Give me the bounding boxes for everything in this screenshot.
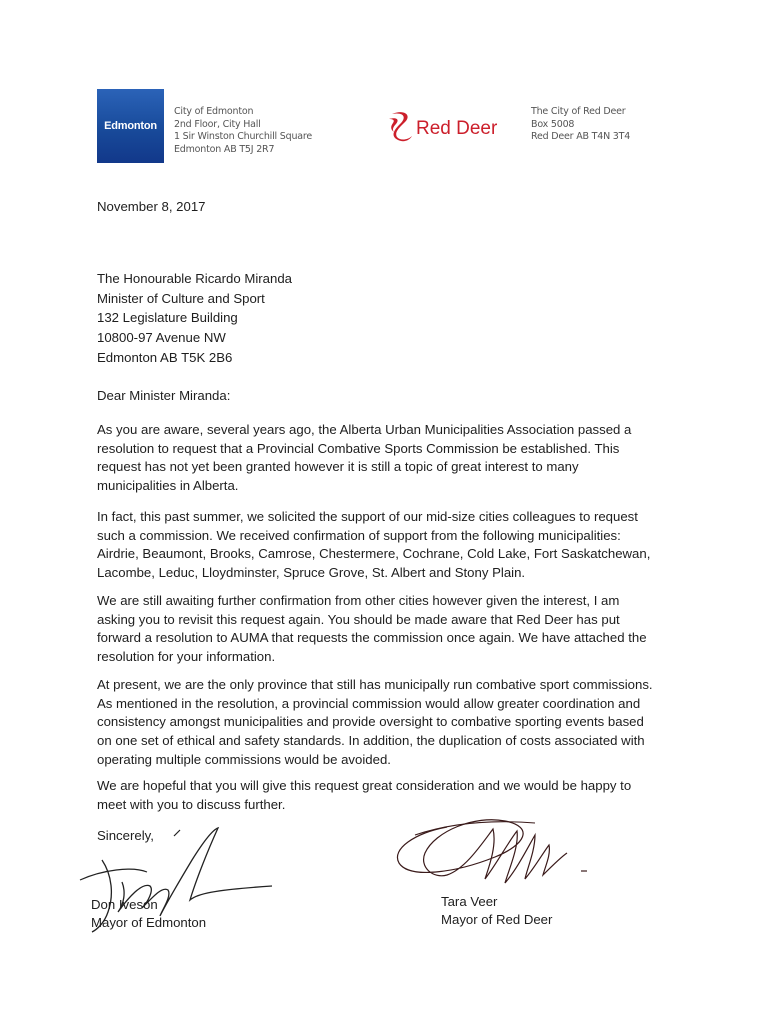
signer-edmonton [91,896,206,932]
edmonton-logo [97,89,164,163]
edmonton-address-line: 1 Sir Winston Churchill Square [174,131,313,143]
paragraph-line: As you are aware, several years ago, the Alberta Urban Municipalities Association passed a [97,422,632,437]
body-paragraph [97,508,667,583]
paragraph-line: request has not yet been granted however it is still a topic of great interest to many [97,459,579,475]
paragraph-line: operating multiple commissions would be avoided. [97,751,391,767]
recipient-block [97,269,292,367]
paragraph-line: resolution to request that a Provincial Combative Sports Commission be established. This [97,440,620,456]
paragraph-line: forward a resolution to AUMA that requests the commission once again. We have attached the [97,630,647,646]
letter-date: November 8, 2017 [97,199,206,214]
recipient-line: Minister of Culture and Sport [97,290,265,306]
paragraph-line: meet with you to discuss further. [97,796,286,812]
edmonton-logo-text: Edmonton [104,120,157,132]
reddeer-address-line: Box 5008 [531,118,575,130]
reddeer-address-line: Red Deer AB T4N 3T4 [531,131,631,143]
edmonton-address-line: 2nd Floor, City Hall [174,118,261,130]
recipient-line: The Honourable Ricardo Miranda [97,271,292,286]
paragraph-line: resolution for your information. [97,649,276,665]
edmonton-address [174,106,312,156]
paragraph-line: In fact, this past summer, we solicited the support of our mid-size cities colleagues to request [97,509,638,524]
reddeer-address-line: The City of Red Deer [531,106,626,117]
signer-title: Mayor of Edmonton [91,915,207,930]
paragraph-line: We are hopeful that you will give this request great consideration and we would be happy to [97,778,632,793]
edmonton-address-line: Edmonton AB T5J 2R7 [174,143,275,155]
paragraph-line: consistency amongst municipalities and provide oversight to combative sporting events based [97,714,644,730]
paragraph-line: asking you to revisit this request again. You should be made aware that Red Deer has put [97,611,620,627]
signer-name: Don Iveson [91,897,158,912]
paragraph-line: Lacombe, Leduc, Lloydminster, Spruce Grove, St. Albert and Stony Plain. [97,565,526,581]
closing: Sincerely, [97,828,154,843]
recipient-line: 10800-97 Avenue NW [97,330,226,346]
signer-reddeer [441,893,552,929]
reddeer-address [531,106,630,144]
body-paragraph [97,676,667,770]
body-paragraph [97,592,667,667]
paragraph-line: municipalities in Alberta. [97,478,239,494]
paragraph-line: As mentioned in the resolution, a provincial commission would allow greater coordination and [97,695,641,711]
reddeer-logo [386,110,506,146]
recipient-line: 132 Legislature Building [97,310,238,326]
body-paragraph [97,421,667,496]
paragraph-line: such a commission. We received confirmation of support from the following municipalities: [97,527,621,543]
paragraph-line: Airdrie, Beaumont, Brooks, Camrose, Chestermere, Cochrane, Cold Lake, Fort Saskatchewan, [97,546,651,562]
recipient-line: Edmonton AB T5K 2B6 [97,349,233,365]
salutation: Dear Minister Miranda: [97,388,231,403]
edmonton-address-line: City of Edmonton [174,106,254,117]
signer-name: Tara Veer [441,894,498,909]
paragraph-line: At present, we are the only province that still has municipally run combative sport commissions. [97,677,653,692]
paragraph-line: We are still awaiting further confirmation from other cities however given the interest, I am [97,593,620,608]
signature-veer [385,805,595,895]
signer-title: Mayor of Red Deer [441,912,553,927]
paragraph-line: on one set of ethical and safety standards. In addition, the duplication of costs associated with [97,733,645,749]
reddeer-swoosh-icon [386,110,416,146]
reddeer-logo-text: Red Deer [416,118,498,139]
